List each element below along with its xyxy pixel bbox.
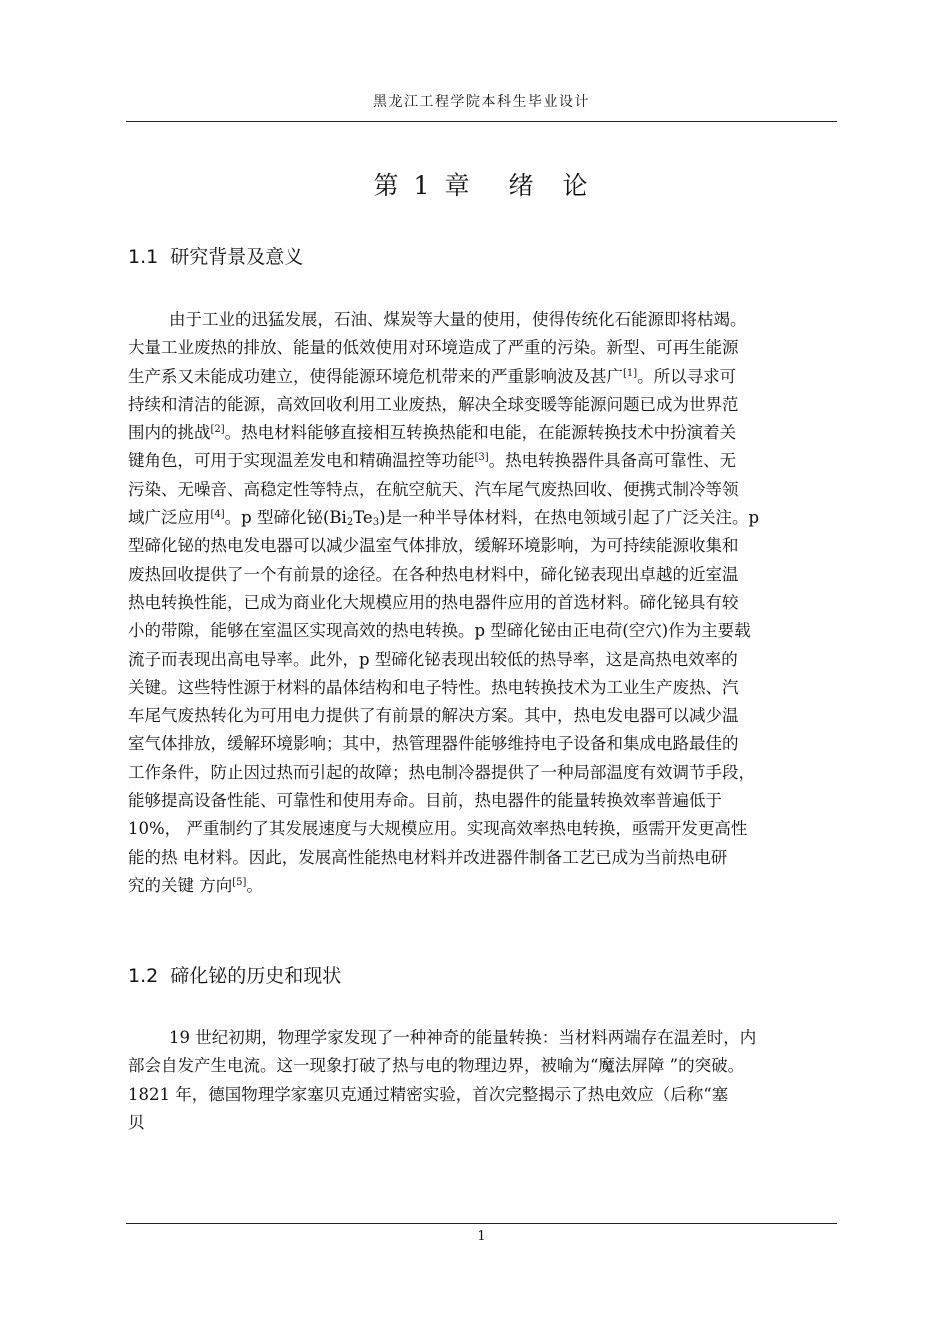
text-line: 关键。这些特性源于材料的晶体结构和电子特性。热电转换技术为工业生产废热、汽 bbox=[128, 677, 739, 697]
citation-2[interactable]: [2] bbox=[210, 424, 225, 436]
section-title: 研究背景及意义 bbox=[170, 246, 304, 268]
section-heading-1-2 bbox=[128, 961, 341, 988]
text-line: 围内的挑战[2]。热电材料能够直接相互转换热能和电能，在能源转换技术中扮演着关 bbox=[128, 423, 737, 443]
section-1-2-body bbox=[128, 1024, 844, 1137]
text-line: 能的热 电材料。因此，发展高性能热电材料并改进器件制备工艺已成为当前热电研 bbox=[128, 847, 728, 867]
chapter-number: 1 bbox=[413, 171, 432, 200]
citation-4[interactable]: [4] bbox=[210, 509, 225, 521]
citation-5[interactable]: [5] bbox=[232, 876, 247, 888]
chapter-title-part1: 绪 bbox=[508, 171, 536, 200]
text-line: 室气体排放，缓解环境影响；其中，热管理器件能够维持电子设备和集成电路最佳的 bbox=[128, 734, 739, 754]
text-line: 域广泛应用[4]。p 型碲化铋$(Bi_2Te_3)$是一种半导体材料，在热电领域引起了广泛关注。p bbox=[128, 508, 760, 529]
text-line: 大量工业废热的排放、能量的低效使用对环境造成了严重的污染。新型、可再生能源 bbox=[128, 338, 739, 358]
text-line: 1821 年，德国物理学家塞贝克通过精密实验，首次完整揭示了热电效应（后称“塞 bbox=[128, 1084, 729, 1104]
text-line: 究的关键 方向[5]。 bbox=[128, 875, 263, 895]
text-line: 10%， 严重制约了其发展速度与大规模应用。实现高效率热电转换，亟需开发更高性 bbox=[128, 819, 748, 839]
header-divider bbox=[126, 121, 837, 122]
citation-1[interactable]: [1] bbox=[623, 367, 638, 379]
section-heading-1-1 bbox=[128, 242, 303, 269]
text-line: 废热回收提供了一个有前景的途径。在各种热电材料中，碲化铋表现出卓越的近室温 bbox=[128, 564, 739, 584]
text-line: 型碲化铋的热电发电器可以减少温室气体排放，缓解环境影响，为可持续能源收集和 bbox=[128, 536, 739, 556]
text-line: 部会自发产生电流。这一现象打破了热与电的物理边界，被喻为“魔法屏障 ”的突破。 bbox=[128, 1056, 745, 1076]
chapter-suffix: 章 bbox=[444, 171, 472, 200]
text-line: 键角色，可用于实现温差发电和精确温控等功能[3]。热电转换器件具备高可靠性、无 bbox=[128, 451, 737, 471]
text-line: 热电转换性能，已成为商业化大规模应用的热电器件应用的首选材料。碲化铋具有较 bbox=[128, 592, 739, 612]
subscript-3: 3 bbox=[372, 517, 380, 529]
section-number: 1.2 bbox=[128, 965, 159, 987]
text-line: 污染、无噪音、高稳定性等特点，在航空航天、汽车尾气废热回收、便携式制冷等领 bbox=[128, 479, 739, 499]
text-line: 能够提高设备性能、可靠性和使用寿命。目前，热电器件的能量转换效率普遍低于 bbox=[128, 791, 722, 811]
text-line: 车尾气废热转化为可用电力提供了有前景的解决方案。其中，热电发电器可以减少温 bbox=[128, 706, 739, 726]
subscript-2: 2 bbox=[346, 517, 354, 529]
chapter-prefix: 第 bbox=[373, 171, 401, 200]
text-line: 持续和清洁的能源，高效回收利用工业废热，解决全球变暖等能源问题已成为世界范 bbox=[128, 394, 739, 414]
chapter-title bbox=[126, 166, 837, 202]
section-title: 碲化铋的历史和现状 bbox=[170, 965, 342, 987]
section-number: 1.1 bbox=[128, 246, 159, 268]
page-number: 1 bbox=[477, 1229, 486, 1244]
citation-3[interactable]: [3] bbox=[474, 452, 489, 464]
text-line: 小的带隙，能够在室温区实现高效的热电转换。p 型碲化铋由正电荷(空穴)作为主要载 bbox=[128, 621, 751, 641]
text-line: 生产系又未能成功建立，使得能源环境危机带来的严重影响波及甚广[1]。所以寻求可 bbox=[128, 366, 737, 386]
page-header: 黑龙江工程学院本科生毕业设计 bbox=[373, 94, 590, 110]
text-line: 工作条件，防止因过热而引起的故障；热电制冷器提供了一种局部温度有效调节手段， bbox=[128, 762, 755, 782]
text-line: 贝 bbox=[128, 1112, 145, 1132]
section-1-1-body bbox=[128, 306, 844, 900]
text-line: 19 世纪初期，物理学家发现了一种神奇的能量转换：当材料两端存在温差时，内 bbox=[169, 1028, 757, 1047]
text-line: 流子而表现出高电导率。此外，p 型碲化铋表现出较低的热导率，这是高热电效率的 bbox=[128, 649, 738, 669]
text-line: 由于工业的迅猛发展，石油、煤炭等大量的使用，使得传统化石能源即将枯竭。 bbox=[169, 310, 747, 329]
footer-divider bbox=[126, 1223, 837, 1224]
chapter-title-part2: 论 bbox=[562, 171, 590, 200]
